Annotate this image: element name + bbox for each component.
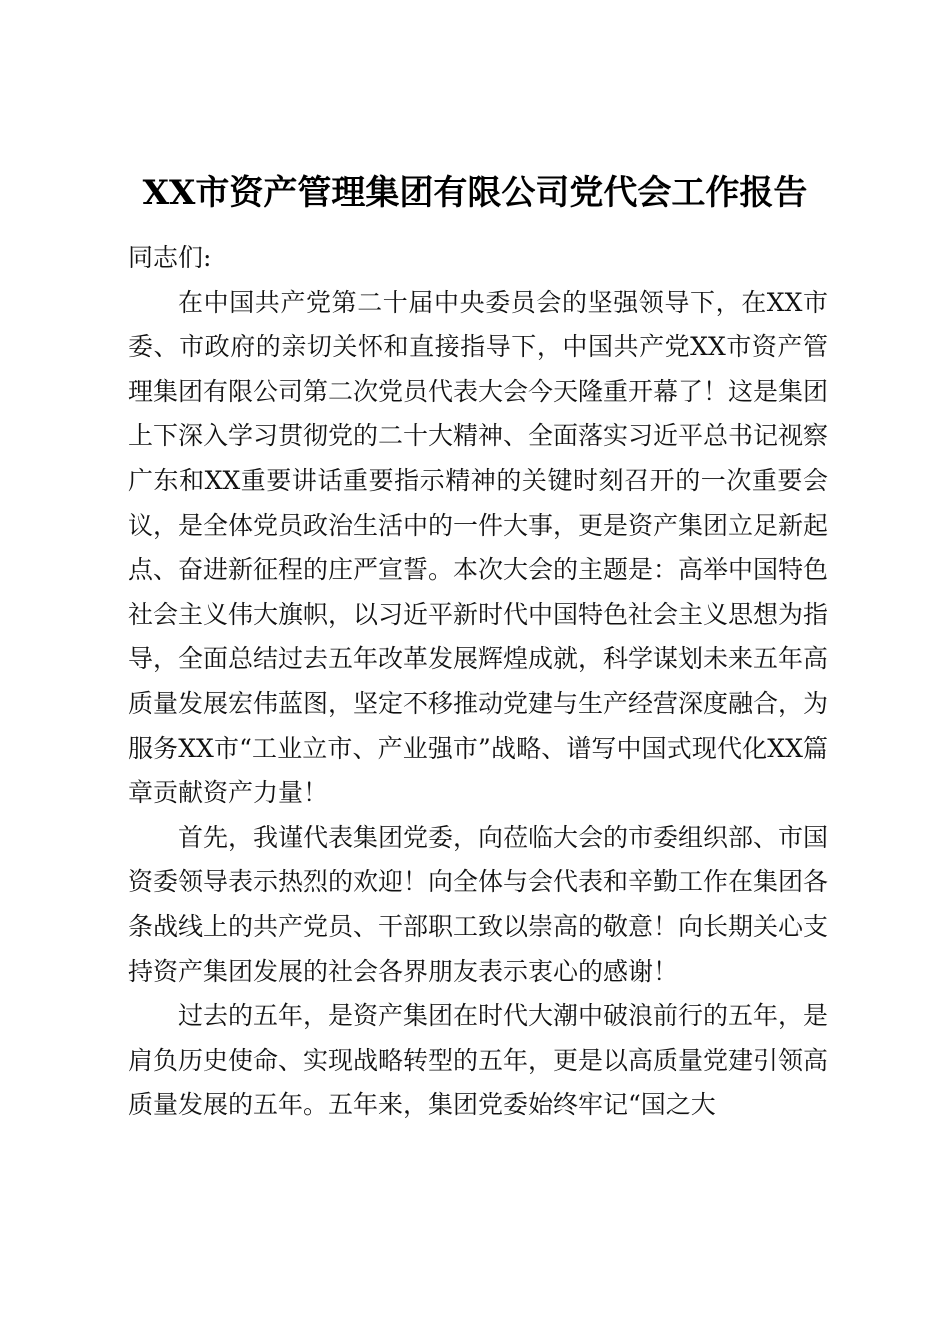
document-body xyxy=(128,236,828,1128)
paragraph-welcome: 首先，我谨代表集团党委，向莅临大会的市委组织部、市国资委领导表示热烈的欢迎！向全体与会代表和辛勤工作在集团各条战线上的共产党员、干部职工致以崇高的敬意！向长期关心支持资产集团发展的社会各界朋友表示衷心的感谢！ xyxy=(128,822,829,986)
paragraph-review: 过去的五年，是资产集团在时代大潮中破浪前行的五年，是肩负历史使命、实现战略转型的五年，更是以高质量党建引领高质量发展的五年。五年来，集团党委始终牢记“国之大 xyxy=(128,1001,829,1120)
document-title: XX市资产管理集团有限公司党代会工作报告 xyxy=(142,173,808,213)
paragraph-opening: 在中国共产党第二十届中央委员会的坚强领导下，在XX市委、市政府的亲切关怀和直接指导下，中国共产党XX市资产管理集团有限公司第二次党员代表大会今天隆重开幕了！这是集团上下深入学习贯彻党的二十大精神、全面落实习近平总书记视察广东和XX重要讲话重要指示精神的关键时刻召开的一次重要会议，是全体党员政治生活中的一件大事，更是资产集团立足新起点、奋进新征程的庄严宣誓。本次大会的主题是：高举中国特色社会主义伟大旗帜，以习近平新时代中国特色社会主义思想为指导，全面总结过去五年改革发展辉煌成就，科学谋划未来五年高质量发展宏伟蓝图，坚定不移推动党建与生产经营深度融合，为服务XX市“工业立市、产业强市”战略、谱写中国式现代化XX篇章贡献资产力量！ xyxy=(128,287,829,808)
salutation: 同志们: xyxy=(128,243,212,272)
